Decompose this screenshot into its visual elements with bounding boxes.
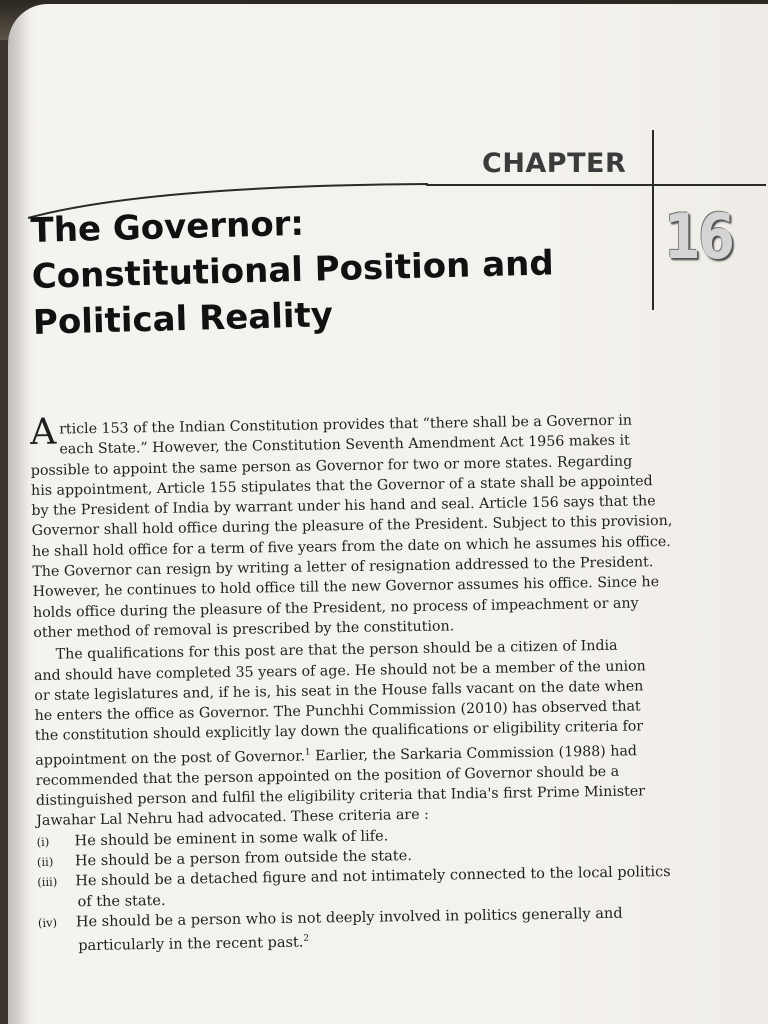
title-line-2: Constitutional Position and bbox=[31, 243, 555, 297]
body-text bbox=[30, 409, 754, 957]
paragraph-line: However, he continues to hold office till the new Governor assumes his office. Since he bbox=[32, 574, 660, 601]
paragraph-line: he shall hold office for a term of five years from the date on which he assumes his office. bbox=[31, 533, 671, 560]
paragraph-line: The Governor can resign by writing a letter of resignation addressed to the President. bbox=[32, 554, 654, 581]
paragraph-line: or state legislatures and, if he is, his seat in the House falls vacant on the date when bbox=[34, 678, 644, 704]
criteria-text: He should be a detached figure and not intimately connected to the local politics bbox=[75, 864, 671, 890]
chapter-rule bbox=[426, 184, 766, 186]
paragraph-line: and should have completed 35 years of age. He should not be a member of the union bbox=[33, 657, 646, 684]
line-text-tail: Earlier, the Sarkaria Commission (1988) had bbox=[310, 742, 638, 765]
footnote-ref: 2 bbox=[303, 933, 310, 944]
paragraph-line: the constitution should explicitly lay down the qualifications or eligibility criteria for bbox=[34, 718, 644, 745]
paragraph-line: he enters the office as Governor. The Punchhi Commission (2010) has observed that bbox=[34, 698, 641, 725]
chapter-number: 16 bbox=[664, 200, 733, 273]
paragraph-line: possible to appoint the same person as Governor for two or more states. Regarding bbox=[30, 453, 633, 479]
paragraph-line: Governor shall hold office during the pleasure of the President. Subject to this provision, bbox=[31, 513, 673, 540]
criteria-cont-text: particularly in the recent past. bbox=[78, 934, 304, 955]
criteria-number: (iii) bbox=[37, 874, 58, 890]
paragraph-2 bbox=[34, 634, 753, 832]
criteria-text: He should be a person from outside the state. bbox=[74, 848, 413, 870]
criteria-text-continued: of the state. bbox=[77, 892, 166, 910]
book-page bbox=[8, 4, 768, 1024]
paragraph-line: rticle 153 of the Indian Constitution provides that “there shall be a Governor in bbox=[59, 412, 633, 438]
paragraph-line: other method of removal is prescribed by the constitution. bbox=[33, 618, 455, 641]
paragraph-1 bbox=[30, 409, 749, 643]
spine-shadow bbox=[8, 4, 30, 1024]
paragraph-line: distinguished person and fulfil the eligibility criteria that India's first Prime Minister bbox=[35, 783, 646, 810]
title-line-3: Political Reality bbox=[32, 295, 334, 343]
criteria-text: He should be a person who is not deeply involved in politics generally and bbox=[75, 905, 623, 931]
drop-cap: A bbox=[29, 411, 57, 453]
criteria-list bbox=[36, 820, 754, 957]
criteria-text: He should be eminent in some walk of life. bbox=[74, 828, 389, 850]
paragraph-line: holds office during the pleasure of the President, no process of impeachment or any bbox=[32, 595, 639, 621]
line-text: appointment on the post of Governor. bbox=[35, 748, 306, 769]
criteria-number: (i) bbox=[36, 834, 50, 849]
paragraph-line: recommended that the person appointed on the position of Governor should be a bbox=[35, 763, 620, 789]
paragraph-line: The qualifications for this post are that the person should be a citizen of India bbox=[55, 638, 618, 663]
paragraph-line: Jawahar Lal Nehru had advocated. These criteria are : bbox=[36, 807, 429, 830]
chapter-label: CHAPTER bbox=[482, 148, 627, 179]
paragraph-line: by the President of India by warrant under his hand and seal. Article 156 says that the bbox=[31, 493, 656, 520]
criteria-number: (ii) bbox=[36, 854, 54, 869]
title-line-1: The Governor: bbox=[30, 203, 305, 251]
paragraph-line: his appointment, Article 155 stipulates that the Governor of a state shall be appointed bbox=[30, 473, 653, 499]
criteria-number: (iv) bbox=[37, 915, 58, 930]
chapter-divider-vertical bbox=[652, 130, 654, 310]
footnote-ref: 1 bbox=[304, 747, 311, 758]
paragraph-line: each State.” However, the Constitution Seventh Amendment Act 1956 makes it bbox=[59, 432, 630, 458]
chapter-title bbox=[30, 192, 653, 346]
